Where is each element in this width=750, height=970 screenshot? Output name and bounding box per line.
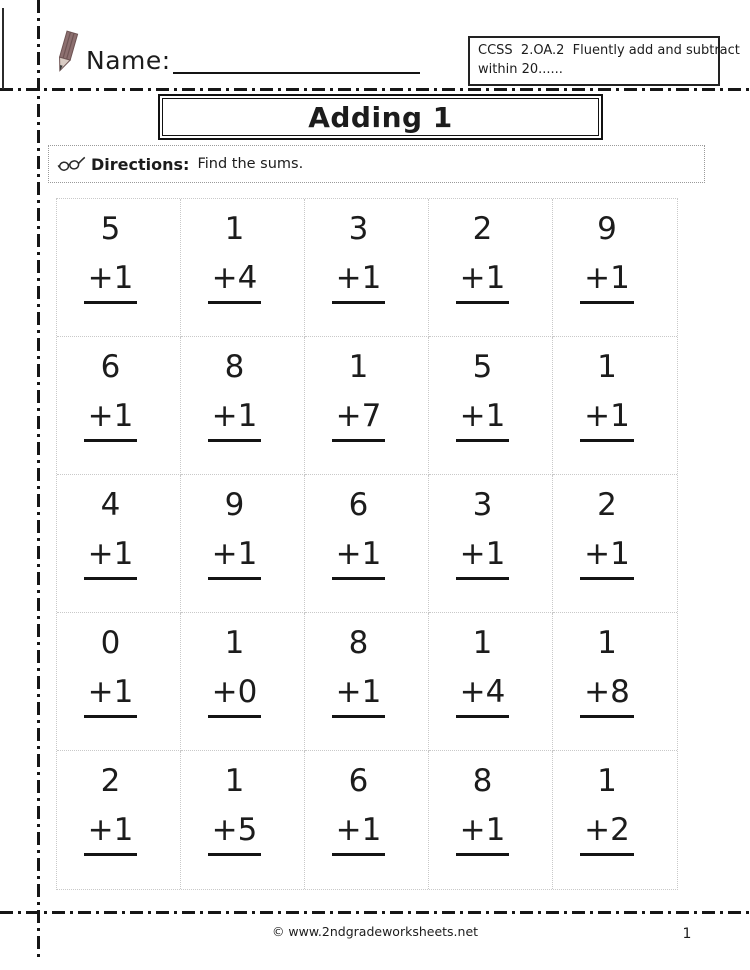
problem-cell (181, 199, 305, 337)
footer-copyright: © www.2ndgradeworksheets.net (271, 924, 479, 939)
problem-top-number: 1 (597, 763, 617, 799)
problem-cell (429, 337, 553, 475)
problem-top-number: 3 (348, 211, 369, 247)
problem-addend: +4 (208, 261, 262, 304)
problems-grid (56, 198, 678, 890)
problem-top-number: 1 (597, 349, 617, 385)
problem-top-number: 8 (472, 763, 493, 799)
problem-addend: +1 (456, 537, 510, 580)
problem-top-number: 2 (597, 487, 617, 523)
problem-top-number: 1 (472, 625, 493, 661)
problem-cell (181, 475, 305, 613)
problem-top-number: 1 (224, 211, 245, 247)
problem-addend: +4 (456, 675, 510, 718)
problem-addend: +1 (208, 399, 262, 442)
ccss-line1: CCSS 2.OA.2 Fluently add and subtract (478, 43, 740, 58)
problem-addend: +1 (332, 537, 386, 580)
problem-cell (429, 475, 553, 613)
problem-addend: +1 (84, 399, 138, 442)
problem-addend: +1 (456, 261, 510, 304)
problem-addend: +8 (580, 675, 634, 718)
directions-text: Find the sums. (197, 156, 304, 172)
problem-cell (305, 751, 429, 889)
problem-addend: +0 (208, 675, 262, 718)
problem-cell (181, 751, 305, 889)
problem-cell (429, 199, 553, 337)
problem-cell (305, 199, 429, 337)
problem-top-number: 0 (100, 625, 121, 661)
cut-line-vertical (37, 0, 40, 962)
problem-cell (181, 337, 305, 475)
problem-cell (305, 337, 429, 475)
cut-line-bottom (0, 911, 750, 914)
directions-label: Directions: (91, 154, 190, 174)
problem-cell (57, 475, 181, 613)
problem-top-number: 2 (472, 211, 493, 247)
problem-cell (553, 751, 677, 889)
problem-cell (553, 475, 677, 613)
problem-addend: +1 (84, 675, 138, 718)
problem-cell (57, 751, 181, 889)
problem-cell (57, 199, 181, 337)
problem-cell (305, 613, 429, 751)
directions-box (48, 145, 705, 183)
problem-top-number: 1 (348, 349, 369, 385)
problem-top-number: 8 (224, 349, 245, 385)
title-box (158, 94, 603, 140)
problem-addend: +1 (332, 813, 386, 856)
problem-cell (181, 613, 305, 751)
cut-line-top (0, 88, 750, 91)
ccss-line2: within 20...... (478, 62, 563, 77)
problem-top-number: 1 (597, 625, 617, 661)
problem-addend: +5 (208, 813, 262, 856)
problem-addend: +1 (84, 813, 138, 856)
problem-cell (57, 613, 181, 751)
problem-top-number: 6 (348, 763, 369, 799)
problem-addend: +1 (580, 399, 634, 442)
problem-top-number: 2 (100, 763, 121, 799)
glasses-icon (57, 155, 87, 173)
problem-top-number: 8 (348, 625, 369, 661)
ccss-standard-box (468, 36, 740, 86)
problem-addend: +7 (332, 399, 386, 442)
problem-top-number: 1 (224, 625, 245, 661)
problem-cell (305, 475, 429, 613)
name-blank-line (173, 46, 420, 74)
problem-addend: +1 (332, 675, 386, 718)
problem-cell (429, 751, 553, 889)
problem-top-number: 6 (348, 487, 369, 523)
problem-top-number: 5 (100, 211, 121, 247)
problem-top-number: 4 (100, 487, 121, 523)
problem-addend: +1 (456, 813, 510, 856)
problem-top-number: 6 (100, 349, 121, 385)
page-number: 1 (682, 926, 692, 942)
problem-addend: +1 (208, 537, 262, 580)
problem-addend: +1 (456, 399, 510, 442)
problem-cell (57, 337, 181, 475)
problem-top-number: 1 (224, 763, 245, 799)
problem-top-number: 9 (224, 487, 245, 523)
page-edge-line (2, 8, 4, 89)
name-row (86, 46, 420, 74)
problem-cell (553, 337, 677, 475)
problem-addend: +2 (580, 813, 634, 856)
problem-top-number: 9 (597, 211, 617, 247)
problem-cell (553, 613, 677, 751)
problem-addend: +1 (332, 261, 386, 304)
problem-cell (429, 613, 553, 751)
problem-cell (553, 199, 677, 337)
problem-addend: +1 (84, 261, 138, 304)
pencil-icon (50, 30, 84, 76)
problem-top-number: 3 (472, 487, 493, 523)
title-inner-border (162, 98, 599, 136)
problem-addend: +1 (580, 537, 634, 580)
problem-addend: +1 (84, 537, 138, 580)
worksheet-title: Adding 1 (308, 100, 453, 134)
problem-addend: +1 (580, 261, 634, 304)
name-label: Name: (86, 46, 171, 75)
problem-top-number: 5 (472, 349, 493, 385)
